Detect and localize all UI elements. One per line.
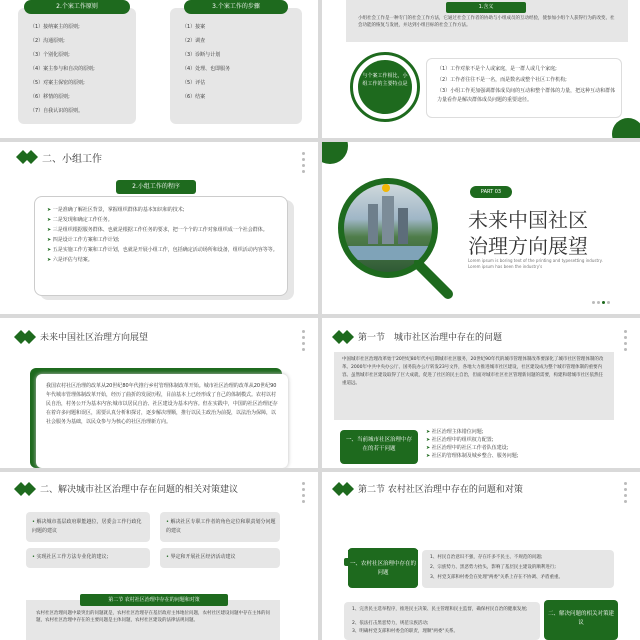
list-item: （4）处理、也即服务 [182,66,231,72]
list-item: ➤ 社区的管理体制及城乡整合、服务问题; [426,453,519,459]
list-item: （1）接纳案主的原则; [30,24,80,30]
section-header: 第二节 农村社区治理中存在的问题和对策 [358,485,523,495]
rural-pill: 第二节 农村社区治理中存在的问题和对策 [80,594,228,606]
steps-card [170,3,302,124]
rural-problem-box [422,550,614,588]
problem-label [340,430,418,464]
suggestion-text: • 解决社区专职工作者的角色定位和职责划分问题的建议 [166,519,276,534]
principles-card [18,3,136,124]
city-building [382,196,394,244]
slide-group-work-meaning[interactable] [322,0,640,138]
list-item: ➤ 社区治理中的社区工作者队伍建设; [426,445,509,451]
suggestion-text: • 界定和开展社区经济活动建议 [166,554,236,560]
list-item: ➤ 社区治理中的组织权力配置; [426,437,494,443]
slide-future-direction[interactable] [0,318,318,468]
procedure-card [34,196,288,296]
section-header: 二、小组工作 [42,154,102,165]
list-item: 3、明确村党支部和村委会的职责，理顺"两委"关系。 [352,629,459,634]
list-item: 1、完善民主选举程序，推进民主决策、民主管理和民主监督，确保村民自治的健康发展; [352,607,528,612]
list-item: ➤ 五是实施工作方案和工作计划，也就是开展小组工作，包括确定活动场所和设备，组织活动内容等等。 [47,247,278,253]
procedure-pill: 2.小组工作的程序 [116,180,196,194]
point-item: （3）小组工作更加强调群体成员间的互动和整个群体的力量，把这种互动和群体力量看作是解决群体成员问题的重要途径。 [437,88,616,103]
meaning-text: 小组社会工作是一种专门的社会工作方法，它通过社会工作者的协助与小组成员的互动经验，使参加小组个人获得行为的改变、社会功能的恢复与发展，并达到小组目标的社会工作方法。 [358,16,615,28]
slide-part-03-cover[interactable] [322,142,640,314]
procedure-list [47,205,283,265]
rural-solution-box [344,602,540,640]
slide-city-solutions[interactable] [0,472,318,640]
slide-city-problems[interactable] [322,318,640,468]
magnifier-handle [414,260,454,300]
river [344,246,438,260]
dots-decor [624,482,628,506]
points-box [426,58,622,118]
rural-solution-label [544,600,618,640]
suggestion-card [26,548,150,568]
section-header: 二、解决城市社区治理中存在问题的相关对策建议 [40,485,239,495]
list-item: 3、村党支部和村委会在处理"两委"关系上存在不协调、矛盾重重。 [430,575,564,580]
rural-solution-label-text: 二、解决问题的相关对策建议 [548,611,615,626]
list-item: （4）案主参与和自决的原则; [30,66,95,72]
slide-group-work-procedure[interactable] [0,142,318,314]
decor-circle [322,142,348,164]
section-header: 第一节 城市社区治理中存在的问题 [358,333,503,343]
list-item: （7）自我认识的原则。 [30,108,84,114]
principles-list [30,22,95,116]
slide-casework-principles[interactable] [0,0,318,138]
point-item: （2）工作者往往不是一名，而是数名或整个社区工作机构; [437,77,567,83]
suggestion-card [160,512,280,542]
dots-decor [302,330,306,354]
list-item: （6）移情的原则; [30,94,70,100]
list-item: （1）接案 [182,24,206,30]
list-item: ➤ 社区治理主体错位问题; [426,429,484,435]
content-card [36,374,288,468]
chevron-icon [14,482,36,496]
intro-box [334,352,614,420]
suggestion-card [160,548,280,568]
city-building [368,204,378,244]
part-title-line2: 治理方向展望 [468,234,588,258]
dots-decor [302,152,306,176]
dots-decor [624,330,628,354]
intro-text: 中国城市社区治理改革始于20世纪80年代中后期城市社区服务，20世纪90年代的城市管理体制改革要深化了城市社区管理体制的改革。2000年中共中央办公厅、国务院办公厅转发23号文件，各地大力推进城市社区建设，社区建设成为整个城市管理体制的重要内容。虽然城市社区建设取得了巨大成就，促进了社区的民主自治，但面对城市社区社区管理新问题的需要，构建和谐城市社区依然任重道远。 [342,357,604,386]
part-title-line1: 未来中国社区 [468,208,588,232]
chevron-icon [332,330,354,344]
list-item: ➤ 一是准确了解社区背景，掌握组织群体的基本知识和的技术; [47,207,185,213]
principles-pill: 2.个案工作原则 [24,0,130,14]
list-item: ➤ 四是设计工作方案和工作计划; [47,237,120,243]
rural-problem-label-text: 一、农村社区治理中存在的问题 [350,561,417,576]
problem-label-text: 一、当前城市社区治理中存在的若干问题 [345,437,412,452]
list-item: （3）个别化原则; [30,52,70,58]
list-item: （2）调查 [182,38,206,44]
suggestion-text: • 解决城市基层政府职能越位，居委会工作行政化问题的建议 [32,519,142,534]
city-building [398,208,408,244]
list-item: ➤ 六是评估与结案。 [47,257,93,263]
meaning-pill: 1.含义 [446,2,526,13]
steps-pill: 3.个案工作的步骤 [184,0,288,14]
list-item: （2）沟通原则; [30,38,65,44]
dots-decor [592,292,622,311]
decor-circle [612,118,640,138]
chevron-icon [16,150,38,164]
meaning-box [346,0,628,42]
list-item: （5）对案主保密的原则; [30,80,85,86]
chevron-icon [14,330,36,344]
list-item: ➤ 二是发现和确定工作任务。 [47,217,113,223]
suggestion-text: • 实现社区工作方法专业化的建议; [32,554,109,560]
chevron-icon [332,482,354,496]
list-item: 2、宗族势力、黑恶势力抬头，影响了基层民主建设的顺利进行; [430,565,556,570]
suggestion-card [26,512,150,542]
part-pill: PART 03 [470,186,512,198]
rural-text: 农村社区治理问题中最突出的问题就是，农村社区治理存在基层政府主体地位问题，农村社区建设问题中存在主体的问题，农村社区治理中存在的主要问题是主体问题，农村社区建设的法律法规问题。 [36,611,270,623]
dots-decor [302,482,306,506]
list-item: ➤ 三是组织根据服务群体、也就是根据工作任务的要求，把一个个的工作对象组织成一个社会群体。 [47,227,268,233]
section-header: 未来中国社区治理方向展望 [40,333,149,343]
list-item: （6）结案 [182,94,206,100]
feature-circle-label: 与个案工作相比，小组工作的主要特点是 [362,73,408,87]
list-item: 2、依法打击黑恶势力，规范宗族活动; [352,621,429,626]
steps-list [182,22,230,102]
slide-rural-problems[interactable] [322,472,640,640]
list-item: 1、村民自治意识不强，存在许多不民主、不规范的问题; [430,555,543,560]
problem-list [426,428,626,460]
sun-decor [382,184,390,192]
list-item: （3）诊断与计划 [182,52,221,58]
point-item: （1）工作对象不是个人或家庭，是一群人或几个家庭; [437,66,557,72]
part-subtitle: Lorem ipsum is boring text of the printing and typesetting industry. Lorem ipsum has been the industry's [468,258,603,269]
direction-text: 我国农村社区治理的改革从20世纪80年代推行乡村管理体制改革开始。城市社区治理的改革从20世纪90年代城市管理体制改革开始，经历了曲折的发展历程，目前基本上已经形成了自己的体制模式。农村以村民自治，村务公开为基本内容;城市以居民自治、社区建设为基本内容。但在实践中，中国的社区治理还存在着许多问题和误区，需要认真分析和探讨，逐步解决理顺，推行以民主政治为前提，以法治为保障，以社会服务为基础，以民众参与为核心的社区治理新方向。 [46,383,278,425]
list-item: （5）评估 [182,80,206,86]
